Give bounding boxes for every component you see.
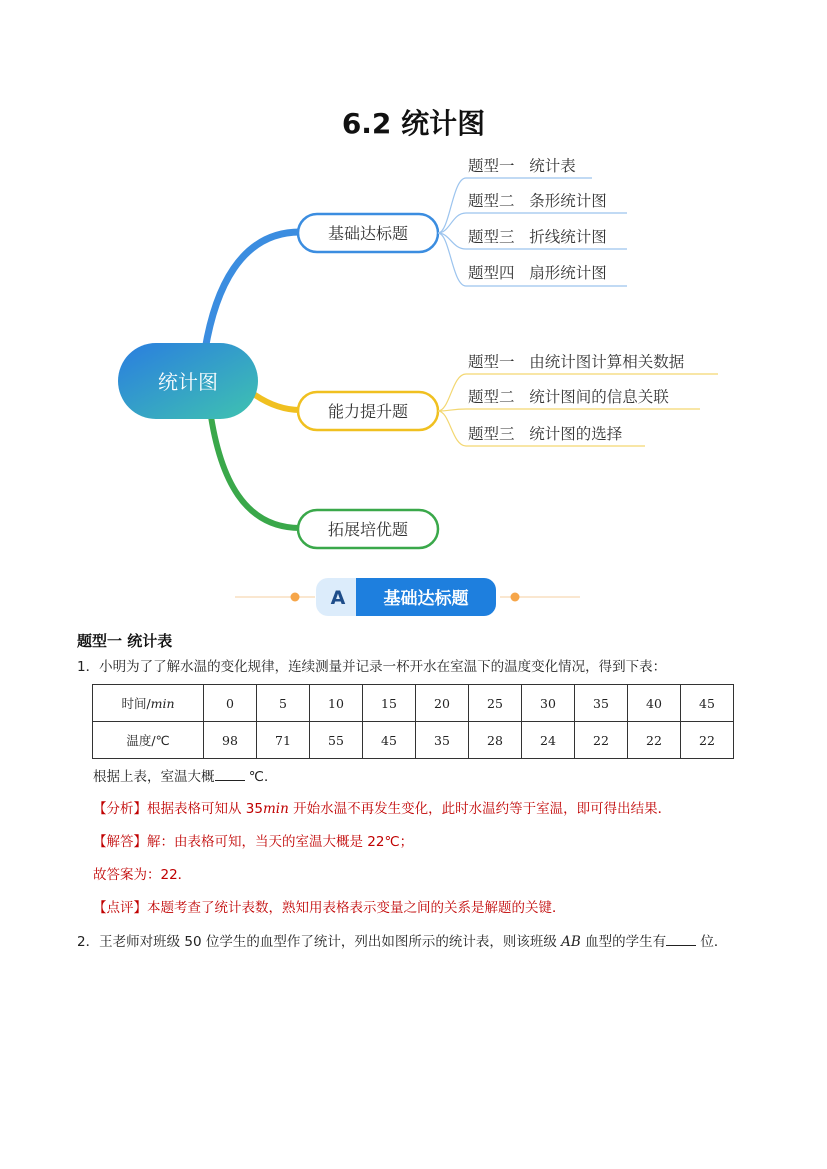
answer-blank <box>215 766 245 781</box>
table-header-temperature: 温度/℃ <box>93 722 204 759</box>
table-cell: 45 <box>363 722 416 759</box>
section-label: 基础达标题 <box>383 589 469 609</box>
branch-connector-ability <box>255 395 300 410</box>
leaf-basic-1: 题型一 统计表 <box>468 157 576 175</box>
leaf-basic-3: 题型三 折线统计图 <box>468 228 607 246</box>
banner-dot-right <box>511 593 520 602</box>
question-2-text: 2．王老师对班级 50 位学生的血型作了统计，列出如图所示的统计表，则该班级 AB 血型的学生有 位． <box>77 931 727 952</box>
table-cell: 22 <box>575 722 628 759</box>
table-cell: 55 <box>310 722 363 759</box>
table-cell: 98 <box>204 722 257 759</box>
table-cell: 25 <box>469 685 522 722</box>
table-cell: 22 <box>681 722 734 759</box>
section-letter: A <box>330 587 346 609</box>
table-cell: 0 <box>204 685 257 722</box>
leaf-basic-4: 题型四 扇形统计图 <box>468 264 607 282</box>
comment-text: 【点评】本题考查了统计表数，熟知用表格表示变量之间的关系是解题的关键． <box>93 900 566 916</box>
table-cell: 15 <box>363 685 416 722</box>
table-cell: 22 <box>628 722 681 759</box>
section-banner <box>0 570 827 620</box>
table-cell: 24 <box>522 722 575 759</box>
table-header-time: 时间/min <box>93 685 204 722</box>
analysis-text: 【分析】根据表格可知从 35min 开始水温不再发生变化，此时水温约等于室温，即可得出结果． <box>93 801 672 817</box>
table-cell: 5 <box>257 685 310 722</box>
answer-final: 故答案为：22． <box>93 867 192 883</box>
question-type-heading: 题型一 统计表 <box>77 632 173 650</box>
branch-label-basic: 基础达标题 <box>327 224 409 243</box>
table-cell: 45 <box>681 685 734 722</box>
table-cell: 40 <box>628 685 681 722</box>
table-row <box>93 685 734 722</box>
mind-map-root-label: 统计图 <box>158 370 218 394</box>
banner-dot-left <box>291 593 300 602</box>
table-cell: 35 <box>575 685 628 722</box>
question-1-prompt: 根据上表，室温大概 ℃． <box>93 766 277 787</box>
leaf-basic-2: 题型二 条形统计图 <box>468 192 607 210</box>
table-cell: 30 <box>522 685 575 722</box>
table-cell: 28 <box>469 722 522 759</box>
leaf-ability-1: 题型一 由统计图计算相关数据 <box>468 353 685 371</box>
table-row <box>93 722 734 759</box>
leaf-ability-2: 题型二 统计图间的信息关联 <box>468 388 669 406</box>
page-title: 6.2 统计图 <box>341 107 486 140</box>
branch-label-ability: 能力提升题 <box>327 402 409 421</box>
branch-connector-basic <box>205 232 300 350</box>
leaf-ability-3: 题型三 统计图的选择 <box>468 425 623 443</box>
table-cell: 71 <box>257 722 310 759</box>
question-1-text: 1．小明为了了解水温的变化规律，连续测量并记录一杯开水在室温下的温度变化情况，得到下表： <box>77 659 667 675</box>
answer-blank <box>666 931 696 946</box>
temperature-table <box>92 684 734 759</box>
answer-text: 【解答】解：由表格可知，当天的室温大概是 22℃； <box>93 834 414 850</box>
mind-map <box>0 0 827 570</box>
table-cell: 35 <box>416 722 469 759</box>
branch-connector-extend <box>210 410 300 528</box>
branch-label-extend: 拓展培优题 <box>327 520 409 539</box>
table-cell: 10 <box>310 685 363 722</box>
table-cell: 20 <box>416 685 469 722</box>
